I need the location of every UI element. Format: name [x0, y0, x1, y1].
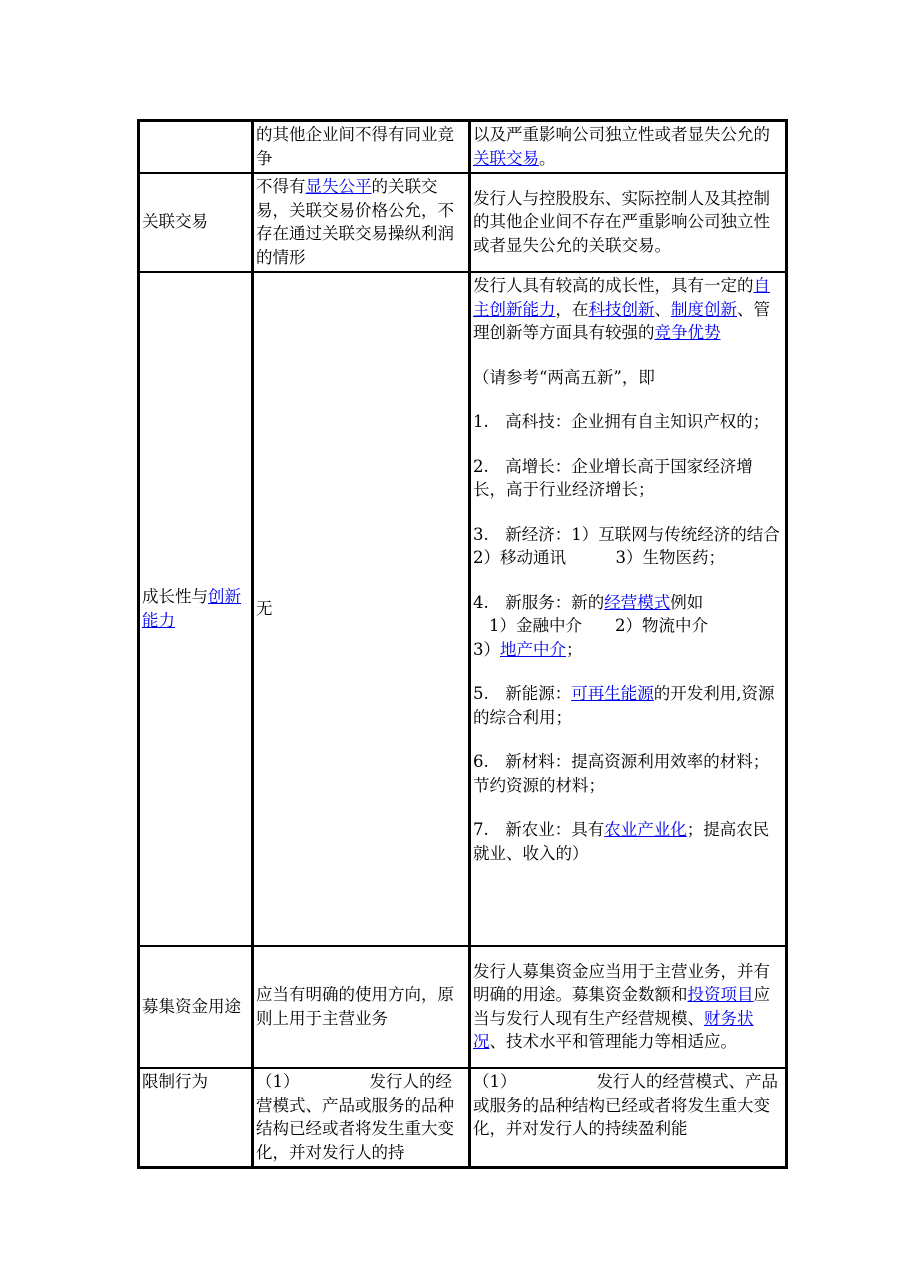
paragraph-reference: （请参考“两高五新”，即: [473, 367, 655, 387]
cell-text: 、管理创新等方面具有较强的: [473, 299, 770, 342]
list-item: [473, 682, 783, 729]
spacer: [473, 570, 783, 591]
spacer: [473, 797, 783, 818]
spacer: [473, 389, 783, 410]
link-investment-project[interactable]: 投资项目: [687, 985, 754, 1004]
link-real-estate-agency[interactable]: 地产中介: [500, 639, 566, 659]
link-competitive-advantage[interactable]: 竞争优势: [654, 323, 721, 342]
cell-text: 发行人的经营模式、产品或服务的品种结构已经或者将发生重大变化，并对发行人的持: [256, 1072, 454, 1162]
cell-requirement-a: [252, 173, 469, 272]
link-financial-status[interactable]: 财务状况: [473, 1008, 754, 1051]
cell-text: 3）: [473, 639, 500, 659]
cell-text: 例如: [670, 592, 704, 612]
table-row: [139, 272, 786, 946]
link-tech-innovation[interactable]: 科技创新: [588, 299, 655, 319]
cell-text: 的关联交易，关联交易价格公允，不存在通过关联交易操纵利润的情形: [256, 177, 454, 267]
link-business-model[interactable]: 经营模式: [604, 592, 671, 612]
cell-requirement-a: [252, 1068, 469, 1167]
table-row: [139, 946, 786, 1068]
list-item: 1. 高科技：企业拥有自主知识产权的；: [473, 412, 770, 431]
spacer: [473, 434, 783, 455]
spacer: [473, 502, 783, 523]
list-item: 6. 新材料：提高资源利用效率的材料；节约资源的材料；: [473, 752, 770, 795]
row-label: 关联交易: [139, 173, 252, 272]
list-item: [473, 818, 783, 865]
link-related-transactions[interactable]: 关联交易: [473, 148, 539, 168]
list-item: 2. 高增长：企业增长高于国家经济增长，高于行业经济增长；: [473, 456, 753, 499]
cell-text: 成长性与: [142, 587, 208, 606]
link-unfair[interactable]: 显失公平: [305, 177, 372, 196]
cell-text: 的开发利用,资源的综合利用；: [473, 684, 775, 727]
cell-text: 、技术水平和管理能力等相适应。: [489, 1032, 737, 1051]
cell-text: （1）: [256, 1072, 300, 1091]
cell-requirement-b: [469, 272, 813, 946]
cell-text: 4. 新服务：新的: [473, 592, 605, 612]
link-innovation-capability[interactable]: 创新能力: [142, 587, 241, 630]
cell-text: 7. 新农业：具有: [473, 820, 605, 839]
spacer: [473, 345, 783, 366]
cell-text: ，在: [555, 299, 589, 319]
cell-text: 5. 新能源：: [473, 684, 572, 703]
cell-text: 、: [654, 299, 671, 319]
cell-text: 1）金融中介 2）物流中介: [489, 616, 708, 635]
spacer: [473, 729, 783, 750]
paragraph-intro: [473, 274, 783, 345]
row-label: 限制行为: [139, 1068, 252, 1167]
row-label: [139, 272, 252, 946]
cell-requirement-a: 应当有明确的使用方向，原则上用于主营业务: [252, 946, 469, 1068]
list-item: [473, 591, 783, 662]
link-renewable-energy[interactable]: 可再生能源: [571, 684, 654, 703]
cell-text: 发行人募集资金应当用于主营业务，并有明确的用途。募集资金数额和: [473, 961, 770, 1004]
table-row: [139, 173, 786, 272]
link-agricultural-industrialization[interactable]: 农业产业化: [604, 820, 687, 839]
cell-requirement-a: 的其他企业间不得有同业竞争: [252, 121, 469, 173]
cell-requirement-b: 发行人与控股股东、实际控制人及其控制的其他企业间不存在严重影响公司独立性或者显失公允的关联交易。: [469, 173, 786, 272]
list-item: 3. 新经济：1）互联网与传统经济的结合 2）移动通讯 3）生物医药；: [473, 524, 813, 567]
cell-text: ；提高农民就业、收入的）: [473, 820, 770, 863]
cell-text: （1）: [473, 1072, 517, 1091]
cell-text: 不得有: [256, 177, 306, 196]
cell-requirement-a: 无: [252, 272, 469, 946]
link-independent-innovation[interactable]: 自主创新能力: [473, 276, 770, 319]
cell-requirement-b: [469, 946, 786, 1068]
cell-requirement-b: [469, 1068, 786, 1167]
link-system-innovation[interactable]: 制度创新: [671, 299, 737, 319]
cell-text: 以及严重影响公司独立性或者显失公允的: [473, 125, 770, 144]
cell-text: 发行人具有较高的成长性，具有一定的: [473, 276, 754, 295]
cell-text: ；: [566, 639, 583, 659]
cell-text: 。: [539, 148, 556, 168]
comparison-table: [137, 119, 813, 1169]
table-row: [139, 1068, 786, 1167]
table-row: [139, 121, 786, 173]
row-label: 募集资金用途: [139, 946, 252, 1068]
cell-text: 发行人的经营模式、产品或服务的品种结构已经或者将发生重大变化，并对发行人的持续盈利能: [473, 1072, 778, 1138]
cell-requirement-b: [469, 121, 786, 173]
spacer: [473, 661, 783, 682]
cell-text: 应当与发行人现有生产经营规模、: [473, 985, 770, 1028]
row-label: [139, 121, 252, 173]
